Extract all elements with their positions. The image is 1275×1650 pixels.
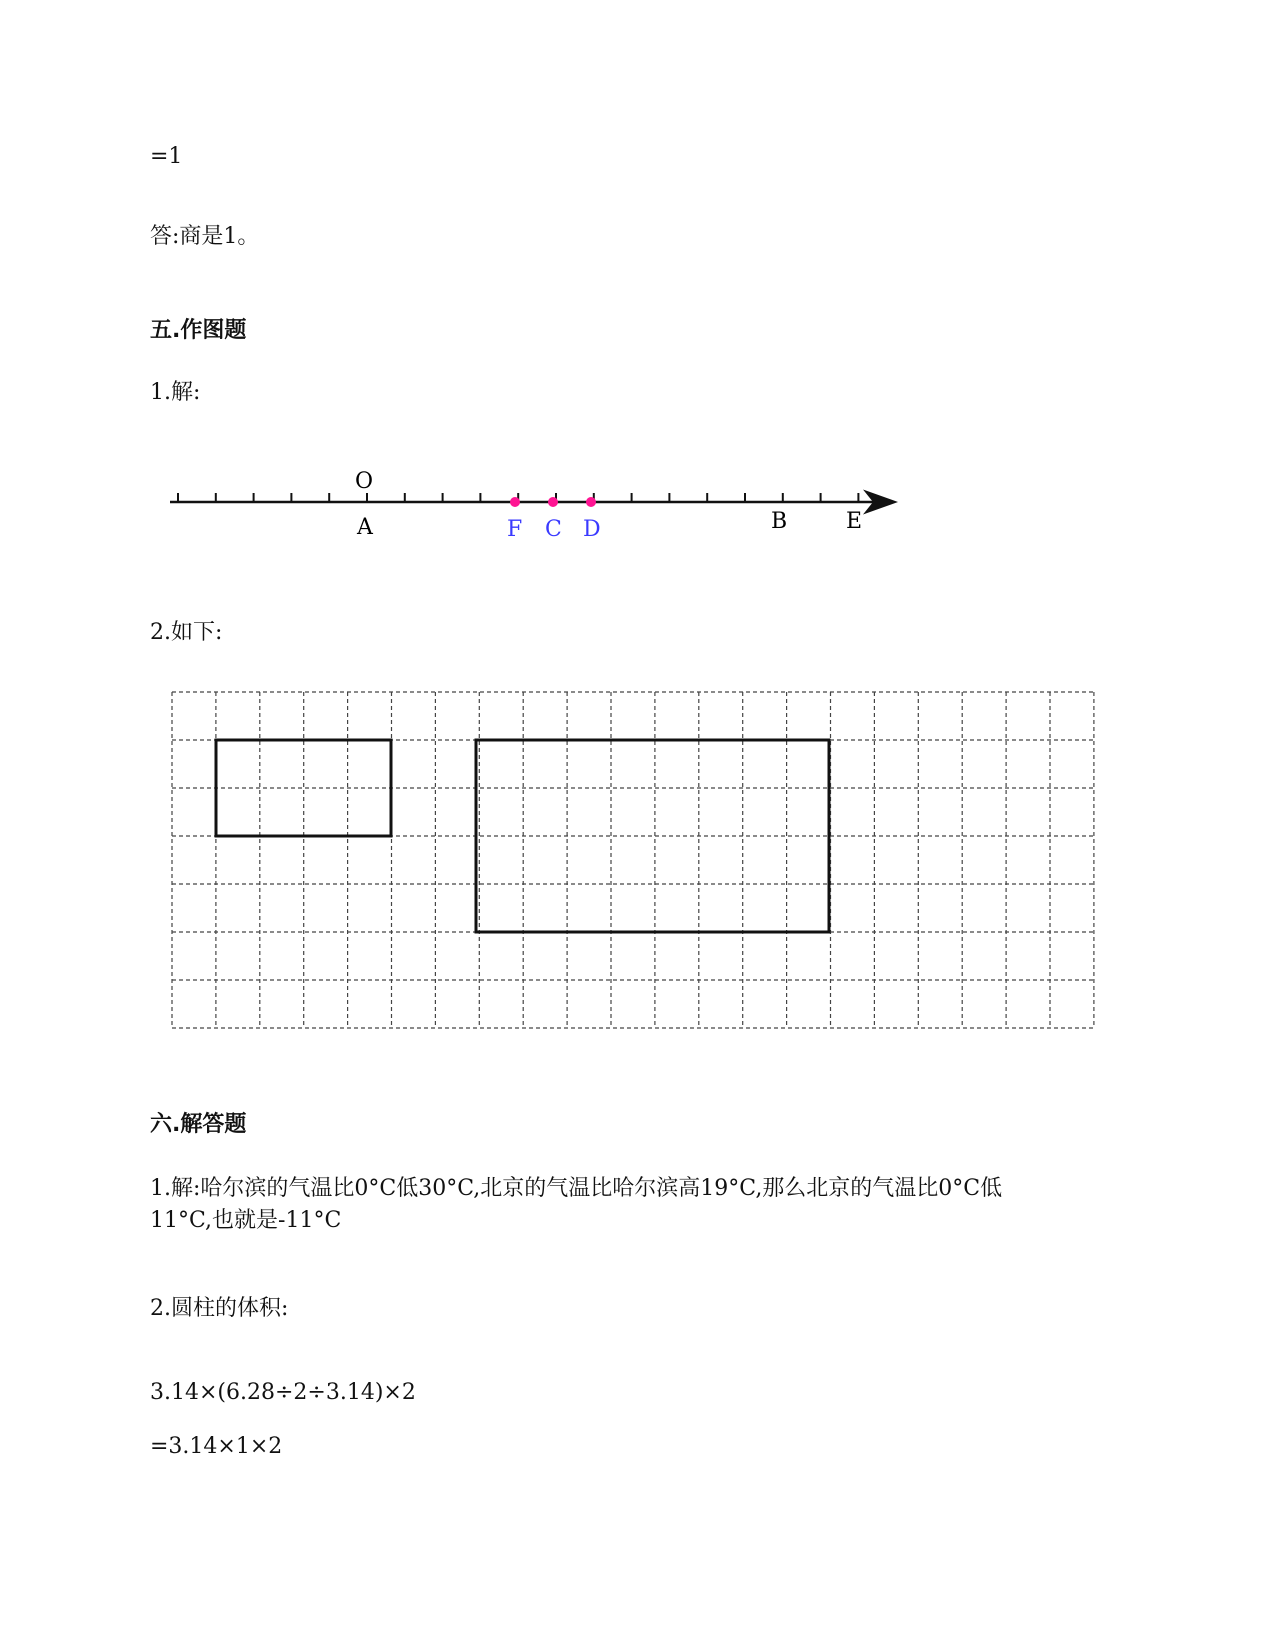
point-F-dot: [510, 497, 520, 507]
question-2-label: 2.如下:: [150, 620, 223, 645]
calculation-step-1: 3.14×(6.28÷2÷3.14)×2: [150, 1380, 416, 1405]
label-F: F: [507, 517, 523, 542]
label-O: O: [355, 469, 374, 494]
number-line-ticks: [178, 493, 858, 502]
answer-text: 答:商是1。: [150, 224, 260, 249]
calculation-step-2: =3.14×1×2: [150, 1434, 283, 1459]
section-6-heading: 六.解答题: [150, 1112, 247, 1137]
solution-1-line-1: 1.解:哈尔滨的气温比0°C低30°C,北京的气温比哈尔滨高19°C,那么北京的气温比0°C低: [150, 1176, 1003, 1201]
point-C-dot: [548, 497, 558, 507]
small-rectangle: [216, 740, 391, 836]
label-A: A: [357, 515, 373, 540]
label-B: B: [771, 509, 788, 534]
solution-2-label: 2.圆柱的体积:: [150, 1296, 289, 1321]
label-E: E: [846, 509, 863, 534]
label-D: D: [583, 517, 601, 542]
large-rectangle: [476, 740, 829, 932]
question-1-label: 1.解:: [150, 380, 201, 405]
equation-result: =1: [150, 144, 183, 169]
dashed-grid: [172, 692, 1094, 1028]
label-C: C: [545, 517, 562, 542]
solution-1-line-2: 11°C,也就是-11°C: [150, 1208, 342, 1233]
point-D-dot: [586, 497, 596, 507]
section-5-heading: 五.作图题: [150, 318, 247, 343]
